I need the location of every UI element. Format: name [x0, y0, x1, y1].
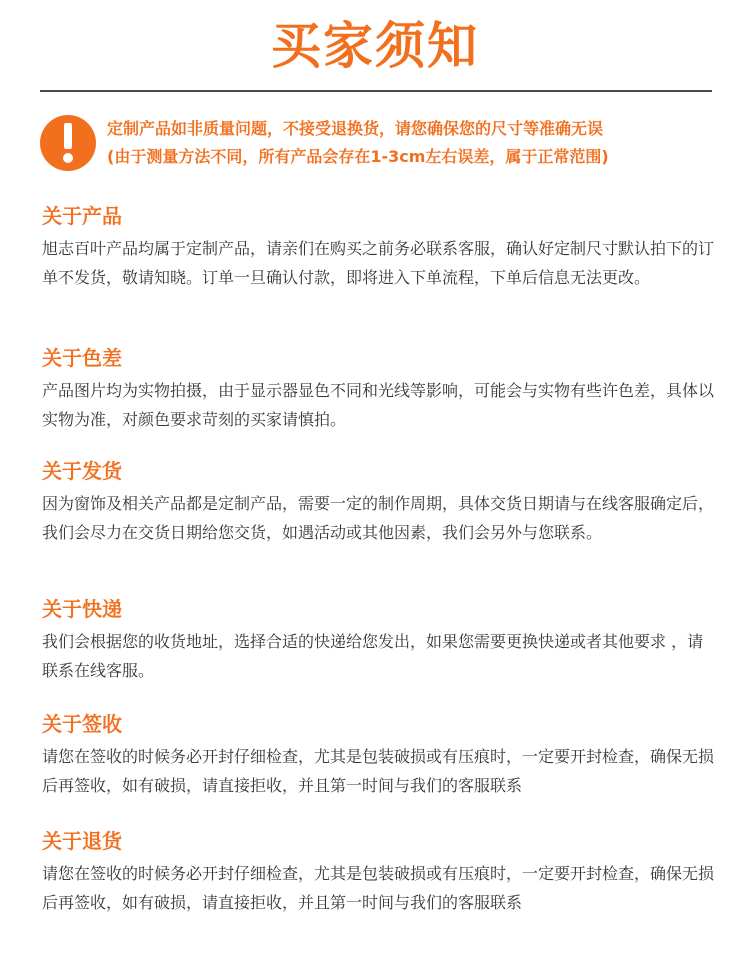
notice-line-1: 定制产品如非质量问题，不接受退换货，请您确保您的尺寸等准确无误 — [107, 119, 604, 138]
section-heading: 关于快递 — [42, 597, 122, 621]
notice-text — [107, 115, 719, 171]
notice-line-2: (由于测量方法不同，所有产品会存在1-3cm左右误差，属于正常范围) — [107, 147, 609, 166]
section-body: 请您在签收的时候务必开封仔细检查，尤其是包装破损或有压痕时，一定要开封检查，确保无损后再签收，如有破损，请直接拒收，并且第一时间与我们的客服联系 — [42, 864, 715, 912]
exclamation-circle-icon — [40, 115, 96, 171]
section-heading: 关于退货 — [42, 829, 122, 853]
section-body: 我们会根据您的收货地址，选择合适的快递给您发出，如果您需要更换快递或者其他要求 ，请联系在线客服。 — [42, 632, 704, 680]
section-color-difference — [42, 343, 714, 434]
section-body: 产品图片均为实物拍摄，由于显示器显色不同和光线等影响，可能会与实物有些许色差，具体以实物为准，对颜色要求苛刻的买家请慎拍。 — [42, 381, 715, 429]
section-heading: 关于色差 — [42, 346, 122, 370]
page-title: 买家须知 — [271, 17, 479, 75]
section-heading: 关于产品 — [42, 204, 122, 228]
section-body: 请您在签收的时候务必开封仔细检查，尤其是包装破损或有压痕时，一定要开封检查，确保无损后再签收，如有破损，请直接拒收，并且第一时间与我们的客服联系 — [42, 747, 715, 795]
section-courier — [42, 594, 714, 685]
section-returns — [42, 826, 714, 917]
notice-banner — [40, 115, 720, 175]
section-product — [42, 201, 714, 292]
section-body: 旭志百叶产品均属于定制产品，请亲们在购买之前务必联系客服，确认好定制尺寸默认拍下的订单不发货，敬请知晓。订单一旦确认付款，即将进入下单流程，下单后信息无法更改。 — [42, 239, 715, 287]
section-body: 因为窗饰及相关产品都是定制产品，需要一定的制作周期，具体交货日期请与在线客服确定后，我们会尽力在交货日期给您交货，如遇活动或其他因素，我们会另外与您联系。 — [42, 494, 715, 542]
section-heading: 关于签收 — [42, 712, 122, 736]
section-receipt — [42, 709, 714, 800]
title-divider — [40, 90, 712, 92]
section-heading: 关于发货 — [42, 459, 122, 483]
section-shipping — [42, 456, 714, 547]
